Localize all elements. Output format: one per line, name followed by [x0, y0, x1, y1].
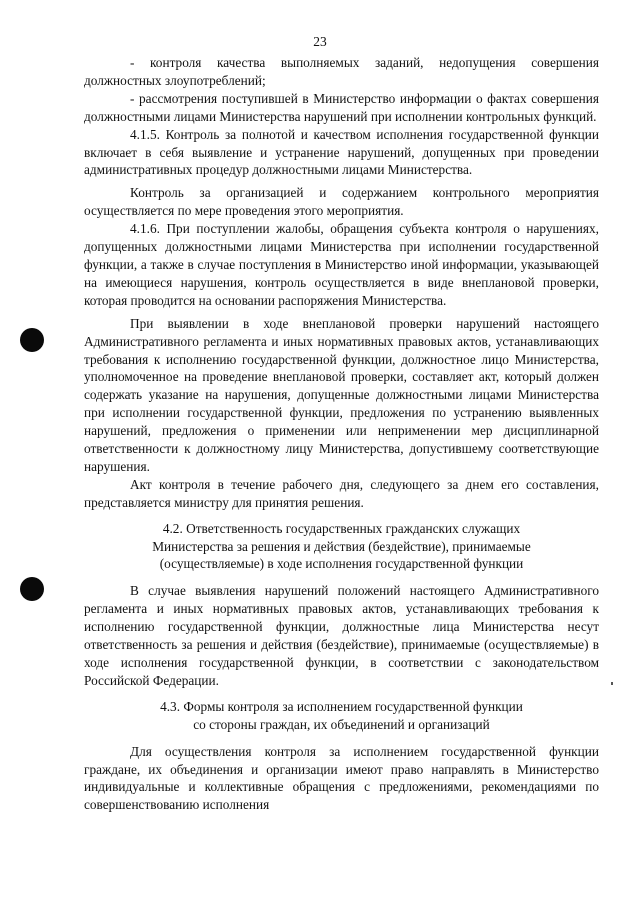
heading-line: 4.2. Ответственность государственных гражданских служащих	[162, 520, 521, 536]
heading-line: Министерства за решения и действия (бездействие), принимаемые	[152, 538, 531, 554]
paragraph-unscheduled-inspection: При выявлении в ходе внеплановой проверки нарушений настоящего Административного регламента и иных нормативных правовых актов, устанавливающих требования к исполнению государственной функции, должностное лицо Министерства, уполномоченное на проведение внеплановой проверки, составляет акт, который должен содержать указание на нарушения, допущенные должностными лицами Министерства при исполнении государственной функции, предложения по устранению выявленных нарушений, предложения о применении или неприменении мер дисциплинарной ответственности к должностному лицу Министерства, допустившему соответствующие нарушения.	[84, 315, 599, 474]
scan-speck	[611, 682, 613, 685]
heading-line: 4.3. Формы контроля за исполнением государственной функции	[160, 698, 523, 714]
paragraph-4-1-5: 4.1.5. Контроль за полнотой и качеством исполнения государственной функции включает в себя выявление и устранение нарушений, допущенных при проведении административных процедур должностными лицами Министерства.	[84, 126, 599, 178]
binder-hole	[20, 328, 44, 352]
heading-line: со стороны граждан, их объединений и организаций	[193, 716, 490, 732]
section-heading-4-3	[84, 698, 599, 734]
paragraph-4-1-6: 4.1.6. При поступлении жалобы, обращения субъекта контроля о нарушениях, допущенных должностными лицами Министерства при исполнении государственной функции, а также в случае поступления в Министерство иной информации, указывающей на имеющиеся нарушения, контроль осуществляется в виде внеплановой проверки, которая проводится на основании распоряжения Министерства.	[84, 221, 599, 308]
paragraph-control-organization: Контроль за организацией и содержанием контрольного мероприятия осуществляется по мере проведения этого мероприятия.	[84, 185, 599, 219]
list-item-quality-control: - контроля качества выполняемых заданий, недопущения совершения должностных злоупотреблений;	[84, 55, 599, 88]
section-heading-4-2	[84, 520, 599, 574]
document-body	[84, 54, 599, 814]
list-item-information-review: - рассмотрения поступившей в Министерство информации о фактах совершения должностными лицами Министерства нарушений при исполнении контрольных функций.	[84, 90, 599, 124]
paragraph-4-2-body: В случае выявления нарушений положений настоящего Административного регламента и иных нормативных правовых актов, устанавливающих требования к исполнению государственной функции, должностные лица Министерства несут ответственность за решения и действия (бездействие), принимаемые (осуществляемые) в ходе исполнения государственной функции, в соответствии с законодательством Российской Федерации.	[84, 583, 599, 688]
binder-hole	[20, 577, 44, 601]
paragraph-4-3-body: Для осуществления контроля за исполнением государственной функции граждане, их объединения и организации имеют право направлять в Министерство индивидуальные и коллективные обращения с предложениями, рекомендациями по совершенствованию исполнения	[84, 743, 599, 813]
page-number: 23	[313, 34, 327, 49]
heading-line: (осуществляемые) в ходе исполнения государственной функции	[159, 556, 524, 572]
paragraph-control-act: Акт контроля в течение рабочего дня, следующего за днем его составления, представляется министру для принятия решения.	[84, 476, 599, 510]
